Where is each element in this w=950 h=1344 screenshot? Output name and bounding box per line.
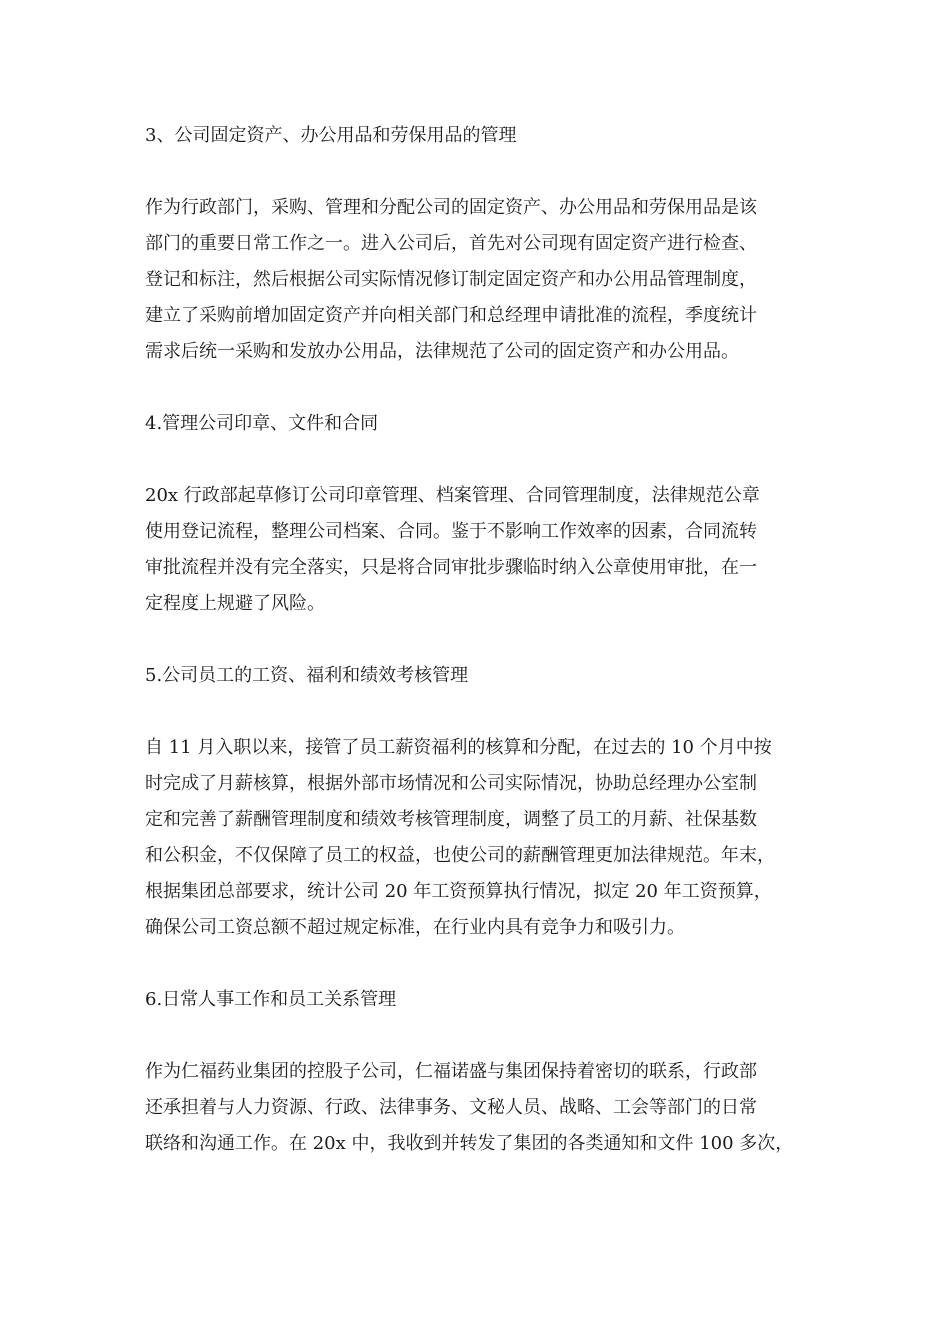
- section-heading: 6.日常人事工作和员工关系管理: [145, 989, 397, 1010]
- section-paragraph: [145, 730, 810, 946]
- section-paragraph: [145, 1054, 810, 1162]
- paragraph-line: 建立了采购前增加固定资产并向相关部门和总经理申请批准的流程，季度统计: [145, 305, 757, 326]
- paragraph-line: 作为行政部门，采购、管理和分配公司的固定资产、办公用品和劳保用品是该: [145, 197, 757, 218]
- section-heading: 3、公司固定资产、办公用品和劳保用品的管理: [145, 125, 517, 146]
- paragraph-line: 使用登记流程，整理公司档案、合同。鉴于不影响工作效率的因素，合同流转: [145, 521, 757, 542]
- paragraph-line: 登记和标注，然后根据公司实际情况修订制定固定资产和办公用品管理制度，: [145, 269, 757, 290]
- paragraph-line: 审批流程并没有完全落实，只是将合同审批步骤临时纳入公章使用审批，在一: [145, 557, 757, 578]
- paragraph-line: 需求后统一采购和发放办公用品，法律规范了公司的固定资产和办公用品。: [145, 341, 739, 362]
- section-heading: 5.公司员工的工资、福利和绩效考核管理: [145, 665, 469, 686]
- paragraph-line: 定程度上规避了风险。: [145, 593, 325, 614]
- paragraph-line: 作为仁福药业集团的控股子公司，仁福诺盛与集团保持着密切的联系，行政部: [145, 1061, 757, 1082]
- section-personnel-relations: [145, 982, 810, 1162]
- section-heading: 4.管理公司印章、文件和合同: [145, 413, 379, 434]
- paragraph-line: 时完成了月薪核算，根据外部市场情况和公司实际情况，协助总经理办公室制: [145, 773, 757, 794]
- section-fixed-assets: [145, 118, 810, 370]
- paragraph-line: 自 11 月入职以来，接管了员工薪资福利的核算和分配，在过去的 10 个月中按: [145, 737, 772, 758]
- section-paragraph: [145, 190, 810, 370]
- section-salary-welfare: [145, 658, 810, 946]
- paragraph-line: 部门的重要日常工作之一。进入公司后，首先对公司现有固定资产进行检查、: [145, 233, 757, 254]
- document-body: [145, 118, 810, 1198]
- section-seals-documents: [145, 406, 810, 622]
- section-paragraph: [145, 478, 810, 622]
- paragraph-line: 定和完善了薪酬管理制度和绩效考核管理制度，调整了员工的月薪、社保基数: [145, 809, 757, 830]
- paragraph-line: 还承担着与人力资源、行政、法律事务、文秘人员、战略、工会等部门的日常: [145, 1097, 757, 1118]
- paragraph-line: 20x 行政部起草修订公司印章管理、档案管理、合同管理制度，法律规范公章: [145, 485, 760, 506]
- paragraph-line: 联络和沟通工作。在 20x 中，我收到并转发了集团的各类通知和文件 100 多次，: [145, 1133, 794, 1154]
- paragraph-line: 确保公司工资总额不超过规定标准，在行业内具有竞争力和吸引力。: [145, 917, 685, 938]
- paragraph-line: 和公积金，不仅保障了员工的权益，也使公司的薪酬管理更加法律规范。年末，: [145, 845, 775, 866]
- paragraph-line: 根据集团总部要求，统计公司 20 年工资预算执行情况，拟定 20 年工资预算，: [145, 881, 772, 902]
